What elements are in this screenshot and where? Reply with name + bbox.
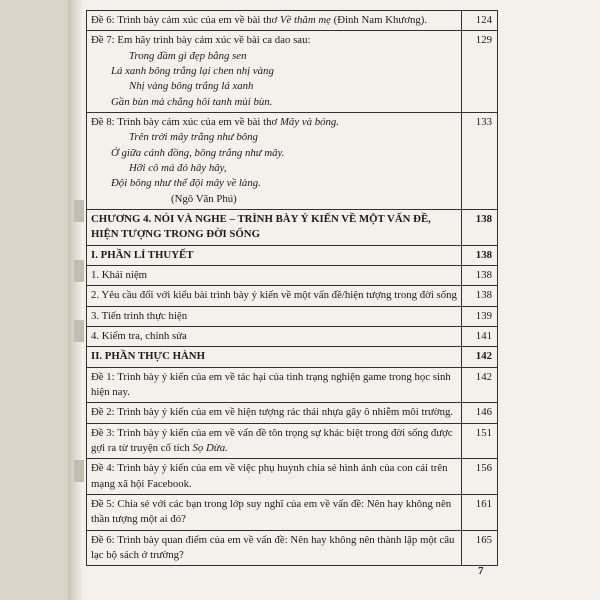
toc-entry (87, 459, 462, 495)
toc-entry (87, 265, 462, 285)
entry-text: 1. Khái niệm (91, 268, 148, 281)
entry-italic-title: Sọ Dừa. (192, 441, 228, 454)
toc-entry (87, 530, 462, 566)
poem-line: Ở giữa cánh đồng, bông trắng như mây. (111, 146, 285, 159)
toc-entry (87, 209, 462, 245)
page-edge-mark (74, 320, 84, 342)
entry-label: Đề 4: (91, 462, 115, 475)
toc-entry (87, 494, 462, 530)
toc-page-number: 138 (462, 245, 498, 265)
poem-line: Đội bông như thể đội mây về làng. (111, 177, 261, 190)
toc-row (87, 11, 498, 31)
toc-row (87, 31, 498, 113)
toc-page-number: 139 (462, 306, 498, 326)
entry-text: 2. Yêu cầu đối với kiểu bài trình bày ý kiến về một vấn đề/hiện tượng trong đời sống (91, 289, 457, 302)
entry-text: 4. Kiểm tra, chỉnh sửa (91, 329, 187, 342)
entry-text: Chia sẻ với các bạn trong lớp suy nghĩ của em về vấn đề: Nên hay không nên thần tượng một ai đó? (91, 497, 452, 526)
poem-line: Trong đầm gì đẹp bằng sen (129, 49, 247, 62)
entry-text: Trình bày cảm xúc của em về bài thơ (117, 115, 280, 128)
entry-italic-title: Mây và bóng. (279, 115, 340, 128)
entry-label: Đề 6: (91, 14, 115, 26)
entry-italic-title: Về thăm mẹ (279, 14, 331, 26)
toc-row (87, 494, 498, 530)
entry-text: CHƯƠNG 4. NÓI VÀ NGHE – TRÌNH BÀY Ý KIẾN VỀ MỘT VẤN ĐỀ, HIỆN TƯỢNG TRONG ĐỜI SỐNG (91, 212, 431, 241)
entry-label: Đề 1: (91, 370, 115, 383)
toc-row (87, 326, 498, 346)
toc-entry (87, 245, 462, 265)
toc-page-number: 133 (462, 112, 498, 209)
toc-row (87, 209, 498, 245)
toc-page-number: 138 (462, 286, 498, 306)
entry-label: Đề 7: (91, 34, 115, 47)
entry-text: Trình bày ý kiến của em về việc phụ huynh chia sẻ hình ảnh của con cái trên mạng xã hội Facebook. (91, 462, 448, 490)
toc-entry (87, 347, 462, 367)
toc-page-number: 151 (462, 423, 498, 459)
entry-text: Trình bày ý kiến của em về tác hại của tình trạng nghiện game trong học sinh hiện nay. (91, 370, 451, 398)
toc-page-number: 138 (462, 265, 498, 285)
toc-row (87, 347, 498, 367)
toc-page-number: 129 (462, 31, 498, 113)
entry-text: 3. Tiến trình thực hiện (91, 309, 188, 322)
toc-page-number: 146 (462, 403, 498, 423)
toc-page-number: 156 (462, 459, 498, 495)
toc-entry (87, 286, 462, 306)
toc-row (87, 367, 498, 403)
toc-row (87, 245, 498, 265)
toc-page-number: 138 (462, 209, 498, 245)
poem-attribution: (Ngô Văn Phú) (171, 192, 237, 205)
toc-row (87, 530, 498, 566)
toc-row (87, 112, 498, 209)
entry-text: Trình bày cảm xúc của em về bài thơ (117, 14, 280, 26)
poem-line: Lá xanh bông trắng lại chen nhị vàng (111, 64, 274, 77)
toc-row (87, 423, 498, 459)
table-of-contents (86, 10, 498, 566)
page-number: 7 (478, 565, 484, 577)
entry-label: Đề 2: (91, 406, 115, 419)
toc-entry (87, 31, 462, 113)
entry-label: Đề 5: (91, 497, 115, 510)
page-edge-mark (74, 260, 84, 282)
toc-row (87, 286, 498, 306)
toc-page-number: 142 (462, 367, 498, 403)
entry-label: Đề 3: (91, 426, 115, 439)
entry-text: I. PHẦN LÍ THUYẾT (91, 248, 194, 261)
toc-row (87, 306, 498, 326)
poem-line: Hỡi cô má đỏ hây hây, (129, 161, 227, 174)
entry-text-after: (Đinh Nam Khương). (330, 14, 428, 26)
toc-page-number: 165 (462, 530, 498, 566)
toc-row (87, 265, 498, 285)
toc-page-number: 142 (462, 347, 498, 367)
toc-page-number: 124 (462, 11, 498, 31)
entry-label: Đề 8: (91, 115, 115, 128)
toc-page-number: 141 (462, 326, 498, 346)
entry-text: Trình bày ý kiến của em về hiện tượng rác thải nhựa gây ô nhiễm môi trường. (117, 406, 454, 419)
toc-entry (87, 112, 462, 209)
poem-line: Nhị vàng bông trắng lá xanh (129, 80, 254, 93)
book-spine (68, 0, 82, 600)
poem-block (91, 49, 457, 110)
entry-text: Trình bày quan điểm của em về vấn đề: Nên hay không nên thành lập một câu lạc bộ sách ở trường? (91, 533, 455, 561)
page-edge-mark (74, 200, 84, 222)
toc-page-number: 161 (462, 494, 498, 530)
toc-entry (87, 326, 462, 346)
entry-text: Trình bày ý kiến của em về vấn đề tôn trọng sự khác biệt trong đời sống được gợi ra từ truyện cổ tích (91, 426, 453, 454)
entry-text: Em hãy trình bày cảm xúc về bài ca dao sau: (117, 34, 311, 47)
toc-entry (87, 11, 462, 31)
toc-entry (87, 403, 462, 423)
toc-row (87, 403, 498, 423)
entry-label: Đề 6: (91, 533, 115, 546)
entry-text: II. PHẦN THỰC HÀNH (91, 350, 205, 363)
toc-entry (87, 423, 462, 459)
toc-row (87, 459, 498, 495)
poem-line: Gần bùn mà chẳng hôi tanh mùi bùn. (111, 95, 273, 108)
page-edge-mark (74, 460, 84, 482)
toc-entry (87, 367, 462, 403)
toc-entry (87, 306, 462, 326)
poem-block (91, 130, 457, 191)
poem-line: Trên trời mây trắng như bông (129, 131, 258, 144)
